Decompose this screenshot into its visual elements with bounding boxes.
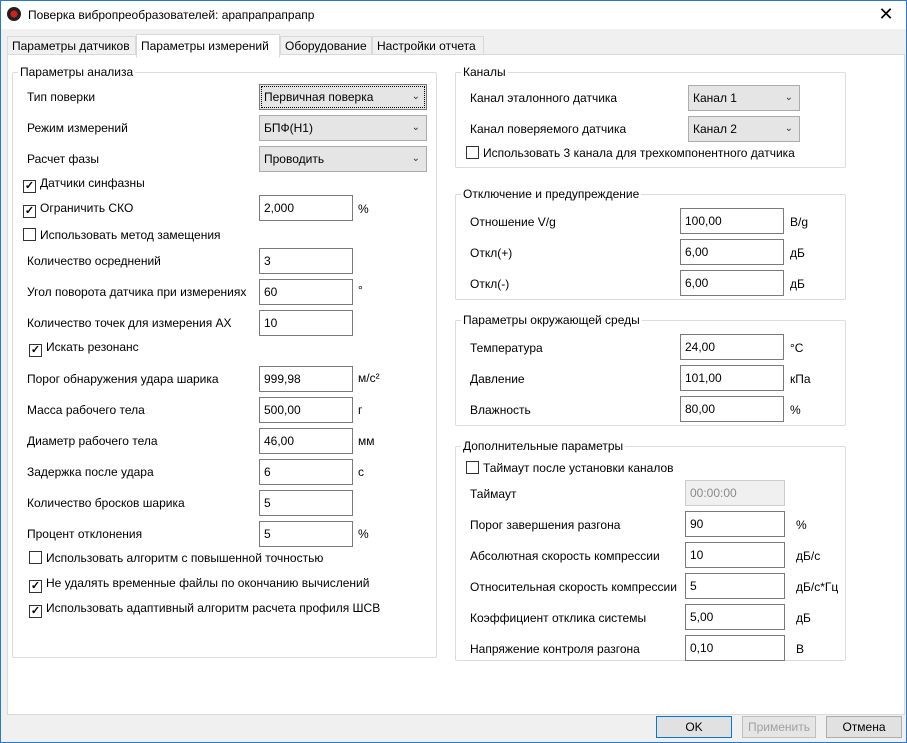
search-resonance-checkbox[interactable] bbox=[29, 340, 139, 356]
title-bar bbox=[1, 1, 906, 29]
impact-threshold-unit: м/с² bbox=[358, 371, 380, 385]
temperature-input[interactable]: 24,00 bbox=[680, 334, 784, 360]
verification-type-select[interactable] bbox=[259, 84, 427, 110]
three-channels-label: Использовать 3 канала для трехкомпонентного датчика bbox=[483, 146, 795, 160]
temperature-label: Температура bbox=[470, 341, 543, 355]
rel-speed-label: Относительная скорость компрессии bbox=[470, 580, 677, 594]
throws-label: Количество бросков шарика bbox=[27, 496, 185, 510]
extra-params-legend: Дополнительные параметры bbox=[463, 439, 624, 453]
dialog-client bbox=[1, 29, 906, 742]
keep-temp-files-checkbox[interactable] bbox=[29, 576, 369, 592]
tab-page bbox=[7, 54, 905, 715]
humidity-label: Влажность bbox=[470, 403, 531, 417]
humidity-unit: % bbox=[790, 403, 801, 417]
accel-threshold-unit: % bbox=[796, 518, 807, 532]
high-precision-label: Использовать алгоритм с повышенной точностью bbox=[46, 551, 324, 565]
channels-legend: Каналы bbox=[463, 65, 506, 79]
timeout-label: Таймаут bbox=[470, 487, 517, 501]
checkbox-empty-icon bbox=[23, 228, 36, 241]
impact-threshold-label: Порог обнаружения удара шарика bbox=[27, 372, 219, 386]
limit-sko-checkbox[interactable] bbox=[23, 201, 133, 217]
apply-button[interactable]: Применить bbox=[742, 716, 816, 738]
throws-input[interactable]: 5 bbox=[259, 490, 353, 516]
ref-channel-select[interactable] bbox=[688, 85, 800, 111]
chevron-down-icon: ⌄ bbox=[411, 91, 420, 102]
checkmark-icon: ✓ bbox=[24, 180, 35, 192]
delay-unit: с bbox=[358, 465, 364, 479]
substitution-label: Использовать метод замещения bbox=[40, 228, 221, 242]
rel-speed-input[interactable]: 5 bbox=[685, 573, 785, 599]
mass-unit: г bbox=[358, 403, 363, 417]
pressure-label: Давление bbox=[470, 372, 525, 386]
test-channel-select[interactable] bbox=[688, 116, 800, 142]
window-title: Поверка вибропреобразователей: арапрапрапрапр bbox=[28, 8, 315, 22]
chevron-down-icon: ⌄ bbox=[784, 123, 793, 134]
mass-input[interactable]: 500,00 bbox=[259, 397, 353, 423]
voltage-unit: В bbox=[796, 642, 805, 656]
cutoff-plus-unit: дБ bbox=[790, 246, 805, 260]
deviation-input[interactable]: 5 bbox=[259, 521, 353, 547]
chevron-down-icon: ⌄ bbox=[784, 92, 793, 103]
temperature-unit: °C bbox=[790, 341, 804, 355]
rel-speed-unit: дБ/с*Гц bbox=[796, 580, 839, 594]
ref-channel-label: Канал эталонного датчика bbox=[470, 91, 618, 105]
channels-group bbox=[455, 65, 846, 168]
measure-mode-label: Режим измерений bbox=[27, 121, 128, 135]
verification-type-label: Тип поверки bbox=[27, 90, 96, 104]
app-icon bbox=[7, 7, 21, 21]
pressure-input[interactable]: 101,00 bbox=[680, 365, 784, 391]
tab-sensor-params[interactable]: Параметры датчиков bbox=[7, 36, 136, 56]
cutoff-minus-label: Откл(-) bbox=[470, 277, 510, 291]
analysis-group bbox=[12, 65, 437, 658]
analysis-legend: Параметры анализа bbox=[20, 65, 134, 79]
measure-mode-value: БПФ(H1) bbox=[264, 121, 313, 135]
abs-speed-input[interactable]: 10 bbox=[685, 542, 785, 568]
accel-threshold-input[interactable]: 90 bbox=[685, 511, 785, 537]
sensors-in-phase-checkbox[interactable] bbox=[23, 176, 145, 192]
diameter-label: Диаметр рабочего тела bbox=[27, 434, 158, 448]
voltage-input[interactable]: 0,10 bbox=[685, 635, 785, 661]
deviation-unit: % bbox=[358, 527, 369, 541]
averaging-input[interactable]: 3 bbox=[259, 248, 353, 274]
limit-sko-label: Ограничить СКО bbox=[40, 201, 134, 215]
humidity-input[interactable]: 80,00 bbox=[680, 396, 784, 422]
delay-label: Задержка после удара bbox=[27, 465, 154, 479]
sensors-in-phase-label: Датчики синфазны bbox=[40, 176, 145, 190]
deviation-label: Процент отклонения bbox=[27, 527, 143, 541]
checkbox-empty-icon bbox=[29, 551, 42, 564]
cutoff-minus-input[interactable]: 6,00 bbox=[680, 270, 784, 296]
checkbox-empty-icon bbox=[466, 146, 479, 159]
timeout-input[interactable]: 00:00:00 bbox=[685, 480, 785, 506]
pressure-unit: кПа bbox=[790, 372, 811, 386]
extra-params-group bbox=[455, 439, 846, 661]
mass-label: Масса рабочего тела bbox=[27, 403, 145, 417]
cancel-button[interactable]: Отмена bbox=[826, 716, 902, 738]
tab-measure-params[interactable]: Параметры измерений bbox=[136, 34, 280, 58]
tab-report-settings[interactable]: Настройки отчета bbox=[372, 36, 484, 56]
cutoff-plus-label: Откл(+) bbox=[470, 246, 513, 260]
checkmark-icon: ✓ bbox=[24, 205, 35, 217]
response-input[interactable]: 5,00 bbox=[685, 604, 785, 630]
cutoff-group bbox=[455, 187, 846, 300]
ax-points-label: Количество точек для измерения АХ bbox=[27, 316, 232, 330]
ratio-input[interactable]: 100,00 bbox=[680, 208, 784, 234]
verification-type-value: Первичная поверка bbox=[264, 90, 374, 104]
environment-legend: Параметры окружающей среды bbox=[463, 313, 640, 327]
checkbox-empty-icon bbox=[466, 461, 479, 474]
environment-group bbox=[455, 313, 846, 426]
ratio-label: Отношение V/g bbox=[470, 215, 556, 229]
diameter-unit: мм bbox=[358, 434, 375, 448]
voltage-label: Напряжение контроля разгона bbox=[470, 642, 640, 656]
tab-equipment[interactable]: Оборудование bbox=[280, 36, 372, 56]
rotation-angle-input[interactable]: 60 bbox=[259, 279, 353, 305]
search-resonance-label: Искать резонанс bbox=[46, 340, 139, 354]
limit-sko-unit: % bbox=[358, 202, 369, 216]
ok-button[interactable]: OK bbox=[656, 716, 732, 738]
response-unit: дБ bbox=[796, 611, 811, 625]
timeout-after-label: Таймаут после установки каналов bbox=[483, 461, 674, 475]
checkmark-icon: ✓ bbox=[30, 605, 41, 617]
phase-calc-value: Проводить bbox=[264, 152, 325, 166]
response-label: Коэффициент отклика системы bbox=[470, 611, 647, 625]
test-channel-value: Канал 2 bbox=[693, 122, 737, 136]
cutoff-minus-unit: дБ bbox=[790, 277, 805, 291]
ref-channel-value: Канал 1 bbox=[693, 91, 737, 105]
chevron-down-icon: ⌄ bbox=[411, 122, 420, 133]
close-icon[interactable]: ✕ bbox=[878, 4, 894, 24]
phase-calc-select[interactable] bbox=[259, 146, 427, 172]
cutoff-plus-input[interactable]: 6,00 bbox=[680, 239, 784, 265]
rotation-angle-label: Угол поворота датчика при измерениях bbox=[27, 285, 247, 299]
diameter-input[interactable]: 46,00 bbox=[259, 428, 353, 454]
checkmark-icon: ✓ bbox=[30, 344, 41, 356]
substitution-checkbox[interactable] bbox=[23, 228, 221, 244]
abs-speed-unit: дБ/с bbox=[796, 549, 821, 563]
delay-input[interactable]: 6 bbox=[259, 459, 353, 485]
high-precision-checkbox[interactable] bbox=[29, 551, 323, 567]
averaging-label: Количество осреднений bbox=[27, 254, 161, 268]
rotation-angle-unit: ° bbox=[358, 283, 363, 297]
phase-calc-label: Расчет фазы bbox=[27, 152, 100, 166]
adaptive-algorithm-label: Использовать адаптивный алгоритм расчета профиля ШСВ bbox=[46, 601, 381, 615]
test-channel-label: Канал поверяемого датчика bbox=[470, 122, 627, 136]
measure-mode-select[interactable] bbox=[259, 115, 427, 141]
keep-temp-files-label: Не удалять временные файлы по окончанию вычислений bbox=[46, 576, 370, 590]
cutoff-legend: Отключение и предупреждение bbox=[463, 187, 640, 201]
abs-speed-label: Абсолютная скорость компрессии bbox=[470, 549, 660, 563]
impact-threshold-input[interactable]: 999,98 bbox=[259, 366, 353, 392]
ratio-unit: B/g bbox=[790, 215, 809, 229]
ax-points-input[interactable]: 10 bbox=[259, 310, 353, 336]
chevron-down-icon: ⌄ bbox=[411, 153, 420, 164]
checkmark-icon: ✓ bbox=[30, 580, 41, 592]
adaptive-algorithm-checkbox[interactable] bbox=[29, 601, 380, 617]
accel-threshold-label: Порог завершения разгона bbox=[470, 518, 621, 532]
three-channels-checkbox[interactable] bbox=[466, 146, 795, 162]
limit-sko-input[interactable]: 2,000 bbox=[259, 195, 353, 221]
timeout-after-checkbox[interactable] bbox=[466, 461, 674, 477]
